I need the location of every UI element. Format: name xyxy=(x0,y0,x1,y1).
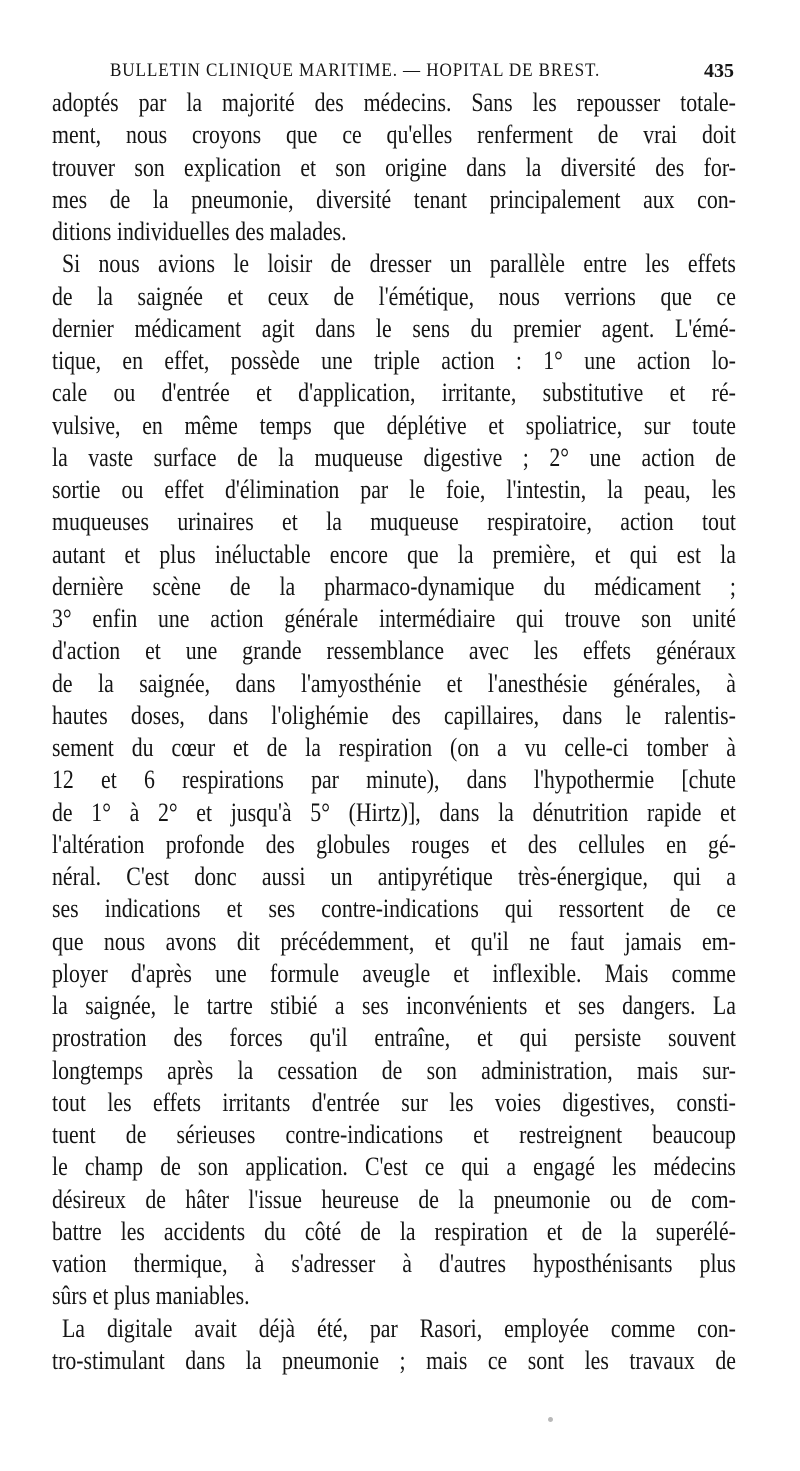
text-line: sortie ou effet d'élimination par le foie, l'intestin, la peau, les xyxy=(52,475,736,504)
text-line: sûrs et plus maniables. xyxy=(52,1281,250,1311)
page-number: 435 xyxy=(704,60,734,82)
running-title: BULLETIN CLINIQUE MARITIME. — HOPITAL DE BREST. xyxy=(110,60,601,81)
text-line: désireux de hâter l'issue heureuse de la pneumonie ou de com- xyxy=(52,1184,736,1214)
text-line: dernier médicament agit dans le sens du premier agent. L'émé- xyxy=(52,313,736,343)
paragraph-first-line: Si nous avions le loisir de dresser un parallèle entre les effets xyxy=(61,249,736,279)
text-line: muqueuses urinaires et la muqueuse respiratoire, action tout xyxy=(52,507,736,537)
body-text xyxy=(52,87,736,1377)
text-line: tique, en effet, possède une triple action : 1° une action lo- xyxy=(52,346,736,375)
text-line: vulsive, en même temps que déplétive et spoliatrice, sur toute xyxy=(52,410,736,440)
text-line: de 1° à 2° et jusqu'à 5° (Hirtz)], dans la dénutrition rapide et xyxy=(52,797,736,827)
text-line: ses indications et ses contre-indications qui ressortent de ce xyxy=(52,894,736,924)
text-line: sement du cœur et de la respiration (on a vu celle-ci tomber à xyxy=(52,733,736,762)
text-line: la vaste surface de la muqueuse digestive ; 2° une action de xyxy=(52,442,736,472)
text-line: trouver son explication et son origine dans la diversité des for- xyxy=(52,152,736,182)
text-line: 12 et 6 respirations par minute), dans l'hypothermie [chute xyxy=(52,765,736,795)
text-line: d'action et une grande ressemblance avec les effets généraux xyxy=(52,636,736,666)
text-line: autant et plus inéluctable encore que la première, et qui est la xyxy=(52,539,736,569)
text-line: le champ de son application. C'est ce qui a engagé les médecins xyxy=(52,1152,736,1182)
text-line: de la saignée et ceux de l'émétique, nous verrions que ce xyxy=(52,281,736,311)
text-line: de la saignée, dans l'amyosthénie et l'anesthésie générales, à xyxy=(52,668,736,698)
text-line: adoptés par la majorité des médecins. Sans les repousser totale- xyxy=(52,88,736,117)
text-line: tro-stimulant dans la pneumonie ; mais ce sont les travaux de xyxy=(52,1345,736,1375)
text-line: battre les accidents du côté de la respiration et de la superélé- xyxy=(52,1216,736,1246)
text-line: mes de la pneumonie, diversité tenant principalement aux con- xyxy=(52,184,736,214)
text-line: que nous avons dit précédemment, et qu'il ne faut jamais em- xyxy=(52,926,736,956)
text-line: ployer d'après une formule aveugle et inflexible. Mais comme xyxy=(52,958,736,988)
text-line: prostration des forces qu'il entraîne, et qui persiste souvent xyxy=(52,1023,736,1053)
text-line: l'altération profonde des globules rouges et des cellules en gé- xyxy=(52,829,736,859)
text-line: néral. C'est donc aussi un antipyrétique très-énergique, qui a xyxy=(52,862,736,891)
paper-speck xyxy=(548,1417,553,1422)
text-line: ment, nous croyons que ce qu'elles renferment de vrai doit xyxy=(52,120,736,150)
text-line: dernière scène de la pharmaco-dynamique du médicament ; xyxy=(52,571,736,601)
paragraph-first-line: La digitale avait déjà été, par Rasori, employée comme con- xyxy=(61,1313,736,1343)
text-line: longtemps après la cessation de son administration, mais sur- xyxy=(52,1055,736,1085)
text-line: tuent de sérieuses contre-indications et restreignent beaucoup xyxy=(52,1120,736,1149)
text-line: tout les effets irritants d'entrée sur les voies digestives, consti- xyxy=(52,1087,736,1117)
text-line: 3° enfin une action générale intermédiaire qui trouve son unité xyxy=(52,604,736,633)
text-line: hautes doses, dans l'olighémie des capillaires, dans le ralentis- xyxy=(52,700,736,730)
text-line: la saignée, le tartre stibié a ses inconvénients et ses dangers. La xyxy=(52,991,736,1020)
running-head xyxy=(55,60,734,90)
text-line: vation thermique, à s'adresser à d'autres hyposthénisants plus xyxy=(52,1249,736,1278)
text-line: ditions individuelles des malades. xyxy=(52,217,347,246)
text-line: cale ou d'entrée et d'application, irritante, substitutive et ré- xyxy=(52,378,736,408)
